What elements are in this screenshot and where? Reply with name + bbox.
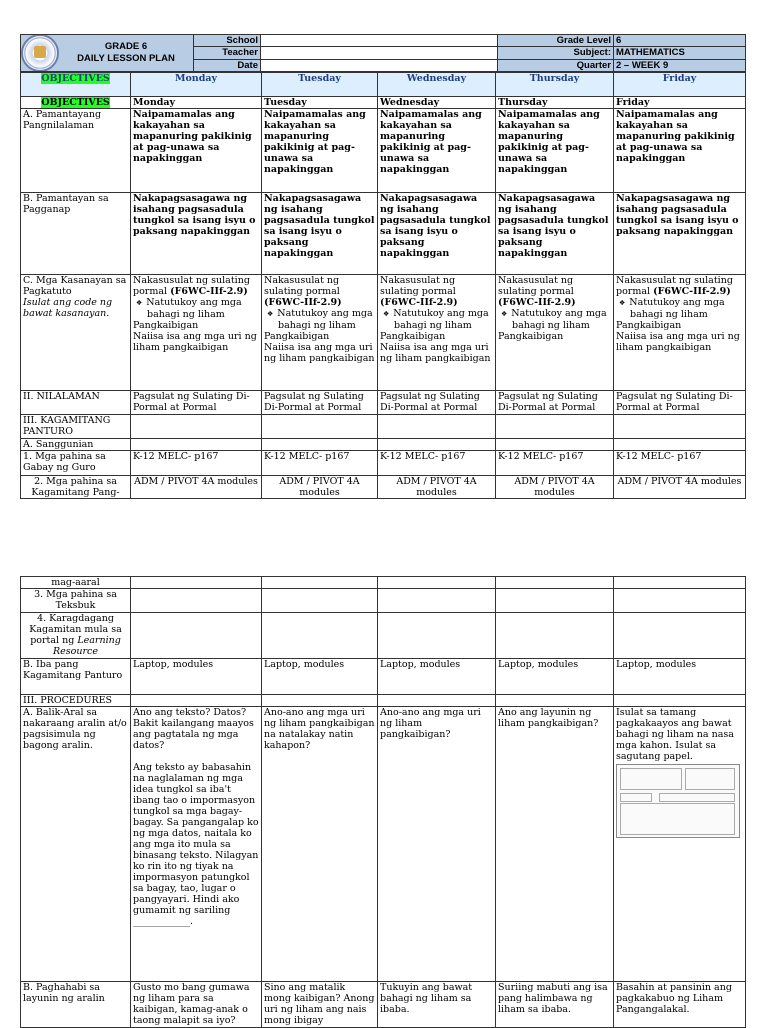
review-friday-text: Isulat sa tamang pagkakaayos ang bawat bahagi ng liham na nasa mga kahon. Isulat sa sagutang papel.	[616, 707, 734, 762]
review-monday-question: Ano ang teksto? Datos? Bakit kailangang maayos ang pagtatala ng mga datos?	[133, 707, 254, 751]
day-thursday: Thursday	[496, 73, 614, 97]
competency-text: Nakasusulat ng sulating pormal	[498, 275, 574, 297]
day-monday: Monday	[131, 73, 262, 97]
content-standard-monday: Naipamamalas ang kakayahan sa mapanuring pakikinig at pag-unawa sa napakinggan	[131, 109, 262, 193]
competency-text: Nakasusulat ng sulating pormal	[133, 275, 250, 297]
review-monday-answer: Ang teksto ay babasahin na naglalaman ng mga idea tungkol sa iba't ibang tao o impormasyon tungkol sa mga bagay-bagay. Sa pangangalap ko ng mga datos, naitala ko ang mga ito mula sa binasang teksto. Nilagyan ko rin ito ng tiyak na impormasyon patungkol sa bagay, tao, lugar o pangyayari. Hindi ako gumamit ng sariling ____________.	[133, 762, 259, 927]
competency-bullet: ❖ Natutukoy ang mga bahagi ng liham	[512, 308, 611, 331]
grade-level-value: 6	[614, 35, 746, 47]
learner-materials-friday: ADM / PIVOT 4A modules	[614, 476, 746, 499]
other-materials-monday: Laptop, modules	[131, 659, 262, 695]
other-materials-thursday: Laptop, modules	[496, 659, 614, 695]
objectives-label: OBJECTIVES	[41, 97, 110, 108]
competency-text: Nakasusulat ng sulating pormal	[380, 275, 456, 297]
teacher-label: Teacher	[194, 47, 261, 59]
textbook-label: 3. Mga pahina sa Teksbuk	[21, 589, 131, 613]
other-materials-wednesday: Laptop, modules	[378, 659, 496, 695]
performance-standard-label: B. Pamantayan sa Pagganap	[21, 193, 131, 275]
competency-after: Pangkaibigan	[264, 331, 330, 342]
competencies-wednesday	[378, 275, 496, 391]
lesson-header	[20, 34, 746, 72]
objectives-tuesday: Tuesday	[262, 97, 378, 109]
performance-standard-friday: Nakapagsasagawa ng isahang pagsasadula tungkol sa isang isyu o paksang napakinggan	[614, 193, 746, 275]
content-label: II. NILALAMAN	[21, 391, 131, 415]
content-wednesday: Pagsulat ng Sulating Di-Pormal at Pormal	[378, 391, 496, 415]
grade-title: GRADE 6	[104, 41, 148, 52]
objectives-thursday: Thursday	[496, 97, 614, 109]
teacher-guide-wednesday: K-12 MELC- p167	[378, 451, 496, 476]
learner-materials-tuesday: ADM / PIVOT 4A modules	[262, 476, 378, 499]
learner-materials-monday: ADM / PIVOT 4A modules	[131, 476, 262, 499]
school-field[interactable]	[261, 35, 498, 47]
review-monday	[131, 707, 262, 982]
teacher-guide-label: 1. Mga pahina sa Gabay ng Guro	[21, 451, 131, 476]
content-tuesday: Pagsulat ng Sulating Di-Pormal at Pormal	[262, 391, 378, 415]
subject-label: Subject:	[498, 47, 614, 59]
content-monday: Pagsulat ng Sulating Di-Pormal at Pormal	[131, 391, 262, 415]
competency-code: (F6WC-IIf-2.9)	[264, 297, 342, 308]
competency-bullet: ❖ Natutukoy ang mga bahagi ng liham	[630, 297, 743, 320]
content-standard-wednesday: Naipamamalas ang kakayahan sa mapanuring pakikinig at pag-unawa sa napakinggan	[378, 109, 496, 193]
objectives-highlight: OBJECTIVES	[41, 73, 110, 84]
competency-after: Pangkaibigan	[616, 320, 682, 331]
review-wednesday: Ano-ano ang mga uri ng liham pangkaibigan?	[378, 707, 496, 982]
learner-materials-wednesday: ADM / PIVOT 4A modules	[378, 476, 496, 499]
day-friday: Friday	[614, 73, 746, 97]
header-title-cell	[21, 35, 194, 72]
motive-friday: Basahin at pansinin ang pagkakabuo ng Liham Pangangalakal.	[614, 982, 746, 1028]
review-tuesday: Ano-ano ang mga uri ng liham pangkaibigan na natalakay natin kahapon?	[262, 707, 378, 982]
teacher-guide-friday: K-12 MELC- p167	[614, 451, 746, 476]
teacher-guide-thursday: K-12 MELC- p167	[496, 451, 614, 476]
date-label: Date	[194, 59, 261, 71]
competency-code: (F6WC-IIf-2.9)	[653, 286, 731, 297]
references-label: A. Sanggunian	[21, 439, 131, 451]
learner-materials-label: 2. Mga pahina sa Kagamitang Pang-	[21, 476, 131, 499]
day-tuesday: Tuesday	[262, 73, 378, 97]
competencies-monday	[131, 275, 262, 391]
competency-text: Nakasusulat ng sulating pormal	[616, 275, 733, 297]
plan-title: DAILY LESSON PLAN	[77, 53, 175, 64]
teacher-guide-tuesday: K-12 MELC- p167	[262, 451, 378, 476]
other-materials-label: B. Iba pang Kagamitang Panturo	[21, 659, 131, 695]
other-materials-tuesday: Laptop, modules	[262, 659, 378, 695]
teacher-field[interactable]	[261, 47, 498, 59]
content-friday: Pagsulat ng Sulating Di-Pormal at Pormal	[614, 391, 746, 415]
content-standard-label: A. Pamantayang Pangnilalaman	[21, 109, 131, 193]
competency-bullet: ❖ Natutukoy ang mga bahagi ng liham	[394, 308, 493, 331]
motive-tuesday: Sino ang matalik mong kaibigan? Anong uri ng liham ang nais mong ibigay	[262, 982, 378, 1028]
competency-after: Pangkaibigan	[498, 331, 564, 342]
competency-last: Naiisa isa ang mga uri ng liham pangkaibigan	[616, 331, 740, 353]
teacher-guide-monday: K-12 MELC- p167	[131, 451, 262, 476]
competency-text: Nakasusulat ng sulating pormal	[264, 275, 340, 297]
review-label: A. Balik-Aral sa nakaraang aralin at/o pagsisimula ng bagong aralin.	[21, 707, 131, 982]
procedures-label: III. PROCEDURES	[21, 695, 131, 707]
days-bar	[20, 72, 746, 97]
competency-last: Naiisa isa ang mga uri ng liham pangkaibigan	[133, 331, 257, 353]
motive-wednesday: Tukuyin ang bawat bahagi ng liham sa ibaba.	[378, 982, 496, 1028]
deped-seal-logo	[21, 35, 59, 72]
learner-materials-continued: mag-aaral	[21, 577, 131, 589]
performance-standard-tuesday: Nakapagsasagawa ng isahang pagsasadula tungkol sa isang isyu o paksang napakinggan	[262, 193, 378, 275]
competency-code: (F6WC-IIf-2.9)	[380, 297, 458, 308]
review-thursday: Ano ang layunin ng liham pangkaibigan?	[496, 707, 614, 982]
competencies-tuesday	[262, 275, 378, 391]
performance-standard-thursday: Nakapagsasagawa ng isahang pagsasadula tungkol sa isang isyu o paksang napakinggan	[496, 193, 614, 275]
day-wednesday: Wednesday	[378, 73, 496, 97]
competencies-label	[21, 275, 131, 391]
learner-materials-thursday: ADM / PIVOT 4A modules	[496, 476, 614, 499]
review-friday	[614, 707, 746, 982]
lesson-table-page2	[20, 576, 746, 1028]
lesson-table-page1	[20, 96, 746, 499]
competency-after: Pangkaibigan	[133, 320, 199, 331]
competency-last: Naiisa isa ang mga uri ng liham pangkaibigan	[380, 342, 491, 364]
content-standard-friday: Naipamamalas ang kakayahan sa mapanuring pakikinig at pag-unawa sa napakinggan	[614, 109, 746, 193]
content-standard-thursday: Naipamamalas ang kakayahan sa mapanuring pakikinig at pag-unawa sa napakinggan	[496, 109, 614, 193]
date-field[interactable]	[261, 59, 498, 71]
quarter-label: Quarter	[498, 59, 614, 71]
learning-resources-label: III. KAGAMITANG PANTURO	[21, 415, 131, 439]
competency-bullet: ❖ Natutukoy ang mga bahagi ng liham	[147, 297, 259, 320]
motive-monday: Gusto mo bang gumawa ng liham para sa kaibigan, kamag-anak o taong malapit sa iyo?	[131, 982, 262, 1028]
competencies-label-text: C. Mga Kasanayan sa Pagkatuto	[23, 275, 127, 297]
content-thursday: Pagsulat ng Sulating Di-Pormal at Pormal	[496, 391, 614, 415]
performance-standard-monday: Nakapagsasagawa ng isahang pagsasadula tungkol sa isang isyu o paksang napakinggan	[131, 193, 262, 275]
other-materials-friday: Laptop, modules	[614, 659, 746, 695]
additional-materials-label	[21, 613, 131, 659]
competency-code: (F6WC-IIf-2.9)	[170, 286, 248, 297]
motive-thursday: Suriing mabuti ang isa pang halimbawa ng liham sa ibaba.	[496, 982, 614, 1028]
additional-materials-text: 4. Karagdagang Kagamitan mula sa portal ng	[29, 613, 122, 646]
competency-after: Pangkaibigan	[380, 331, 446, 342]
objectives-friday: Friday	[614, 97, 746, 109]
competency-bullet: ❖ Natutukoy ang mga bahagi ng liham	[278, 308, 375, 331]
quarter-value: 2 – WEEK 9	[614, 59, 746, 71]
content-standard-tuesday: Naipamamalas ang kakayahan sa mapanuring pakikinig at pag-unawa sa napakinggan	[262, 109, 378, 193]
competencies-thursday	[496, 275, 614, 391]
letter-parts-image	[616, 764, 740, 838]
competencies-label-note: Isulat ang code ng bawat kasanayan.	[23, 297, 113, 319]
competency-code: (F6WC-IIf-2.9)	[498, 297, 576, 308]
grade-level-label: Grade Level	[498, 35, 614, 47]
competencies-friday	[614, 275, 746, 391]
school-label: School	[194, 35, 261, 47]
motive-label: B. Paghahabi sa layunin ng aralin	[21, 982, 131, 1028]
performance-standard-wednesday: Nakapagsasagawa ng isahang pagsasadula tungkol sa isang isyu o paksang napakinggan	[378, 193, 496, 275]
objectives-wednesday: Wednesday	[378, 97, 496, 109]
objectives-monday: Monday	[131, 97, 262, 109]
additional-materials-italic: Learning Resource	[53, 635, 121, 657]
subject-value: MATHEMATICS	[614, 47, 746, 59]
competency-last: Naiisa isa ang mga uri ng liham pangkaibigan	[264, 342, 375, 364]
